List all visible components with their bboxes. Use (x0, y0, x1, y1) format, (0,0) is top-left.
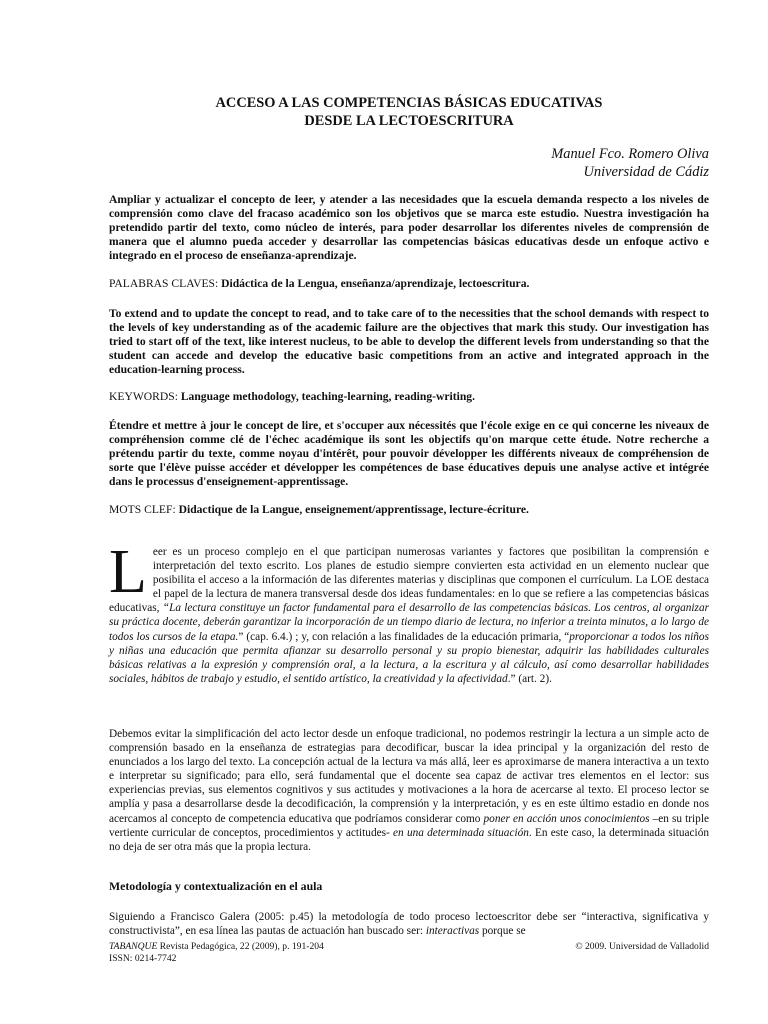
drop-cap: L (109, 538, 147, 606)
abstract-french: Étendre et mettre à jour le concept de lire, et s'occuper aux nécessités que l'école exige en ce qui concerne les niveaux de compréhension comme clé de l'échec académique ils sont les objectifs qu'on marque cette étude. Notre recherche a prétendu partir du texte, comme noyau d'intérêt, pour pouvoir développer les différents niveaux de compréhension de sorte que l'élève puisse accéder et développer les compétences de base éducatives depuis une analyse active et intégrée dans le processus d'enseignement-apprentissage. (109, 419, 709, 488)
paragraph-2-italic-2: en una determinada situación (393, 826, 529, 839)
author-block (551, 145, 709, 181)
section-heading: Metodología y contextualización en el aula (109, 879, 323, 893)
paragraph-2-text-c: . En este caso, la determinada situación no deja de ser otra más que la propia lectura. (109, 826, 709, 853)
footer-copyright: © 2009. Universidad de Valladolid (575, 941, 709, 952)
paragraph-2-text-a: Debemos evitar la simplificación del acto lector desde un enfoque tradicional, no podemos restringir la lectura a un simple acto de comprensión basado en la enseñanza de estrategias para decodificar, buscar la idea principal y la organización del resto de enunciados a los largo del texto. La concepción actual de la lectura va más allá, leer es aproximarse de manera interactiva a un texto e interpretar su significado; para ello, será fundamental que el docente sea capaz de activar tres elementos en el lector: sus experiencias previas, sus elementos cognitivos y sus actitudes y motivaciones a la hora de acercarse al texto. El proceso lector se amplía y pasa a desarrollarse desde la decodificación, la comprensión y la interpretación, y es en este último estadio en donde nos acercamos al concepto de competencia educativa que podríamos considerar como (109, 728, 709, 825)
keywords-french (109, 503, 709, 517)
keywords-spanish (109, 277, 709, 291)
author-affiliation: Universidad de Cádiz (583, 164, 709, 180)
abstract-spanish: Ampliar y actualizar el concepto de leer, y atender a las necesidades que la escuela demanda respecto a los niveles de comprensión como clave del fracaso académico son los objetivos que se marca este estudio. Nuestra investigación ha pretendido partir del texto, como núcleo de interés, para poder desarrollar los diferentes niveles de comprensión de manera que el alumno pueda acceder y desarrollar las competencias básicas educativas desde un enfoque activo e integrado en el proceso de enseñanza-aprendizaje. (109, 193, 709, 262)
paragraph-3-text-a: Siguiendo a Francisco Galera (2005: p.45) la metodología de todo proceso lectoescritor debe ser “interactiva, significativa y constructivista”, en esa línea las pautas de actuación han buscado ser: (109, 911, 709, 938)
abstract-english: To extend and to update the concept to read, and to take care of to the necessities that the school demands with respect to the levels of key understanding as of the academic failure are the objectives that mark this study. Our investigation has tried to start off of the text, like interest nucleus, to be able to develop the different levels from understanding so that the student can accede and develop the educative basic competitions from an active and integrated approach in the education-learning process. (109, 307, 709, 376)
paragraph-3-italic: interactivas (425, 925, 480, 938)
title-line-1: ACCESO A LAS COMPETENCIAS BÁSICAS EDUCATIVAS (215, 95, 603, 111)
footer (109, 941, 709, 964)
keywords-english-text: Language methodology, teaching-learning, reading-writing. (180, 390, 475, 403)
paragraph-1-text-c: .” (art. 2). (507, 672, 552, 685)
paragraph-1-text-b: ” (cap. 6.4.) ; y, con relación a las finalidades de la educación primaria, “ (238, 630, 570, 643)
paragraph-1 (109, 538, 709, 686)
footer-issn: ISSN: 0214-7742 (109, 952, 177, 964)
keywords-spanish-text: Didáctica de la Lengua, enseñanza/aprendizaje, lectoescritura. (221, 277, 530, 290)
paragraph-2-italic-1: poner en acción unos conocimientos (483, 812, 650, 825)
keywords-french-text: Didactique de la Langue, enseignement/apprentissage, lecture-écriture. (178, 503, 529, 516)
footer-citation: Revista Pedagógica, 22 (2009), p. 191-204 (157, 941, 324, 952)
paragraph-2 (109, 727, 709, 854)
paragraph-2-text-b: –en su triple vertiente curricular de conceptos, procedimientos y actitudes- (109, 812, 709, 839)
keywords-english-label: KEYWORDS: (109, 390, 178, 403)
article-title (109, 94, 709, 130)
keywords-french-label: MOTS CLEF: (109, 503, 176, 516)
title-line-2: DESDE LA LECTOESCRITURA (304, 113, 514, 129)
keywords-english (109, 390, 709, 404)
paragraph-3-text-b: porque se (479, 925, 526, 938)
paragraph-1-text-a: eer es un proceso complejo en el que participan numerosas variantes y factores que posibilitan la comprensión e interpretación del texto escrito. Los planes de estudio siempre convierten esta actividad en un elemento nuclear que posibilita el acceso a la información de las diferentes materias y disciplinas que componen el currículum. La LOE destaca el papel de la lectura de manera transversal desde dos ideas fundamentales: en lo que se refiere a las competencias básicas educativas, (109, 546, 709, 615)
paragraph-1-quote-2: proporcionar a todos los niños y niñas una educación que permita afianzar su desarrollo personal y su propio bienestar, adquirir las habilidades culturales básicas relativas a la expresión y comprensión oral, a la lectura, a la escritura y al cálculo, así como desarrollar habilidades sociales, hábitos de trabajo y estudio, el sentido artístico, la creatividad y la afectividad (109, 630, 709, 685)
paragraph-1-quote-1: “La lectura constituye un factor fundamental para el desarrollo de las competencias básicas. Los centros, al organizar su práctica docente, deberán garantizar la incorporación de un tiempo diario de lectura, no inferior a treinta minutos, a lo largo de todos los cursos de la etapa. (109, 602, 709, 643)
keywords-spanish-label: PALABRAS CLAVES: (109, 277, 219, 290)
footer-journal: TABANQUE (109, 941, 158, 952)
author-name: Manuel Fco. Romero Oliva (551, 146, 709, 162)
paragraph-3 (109, 910, 709, 938)
